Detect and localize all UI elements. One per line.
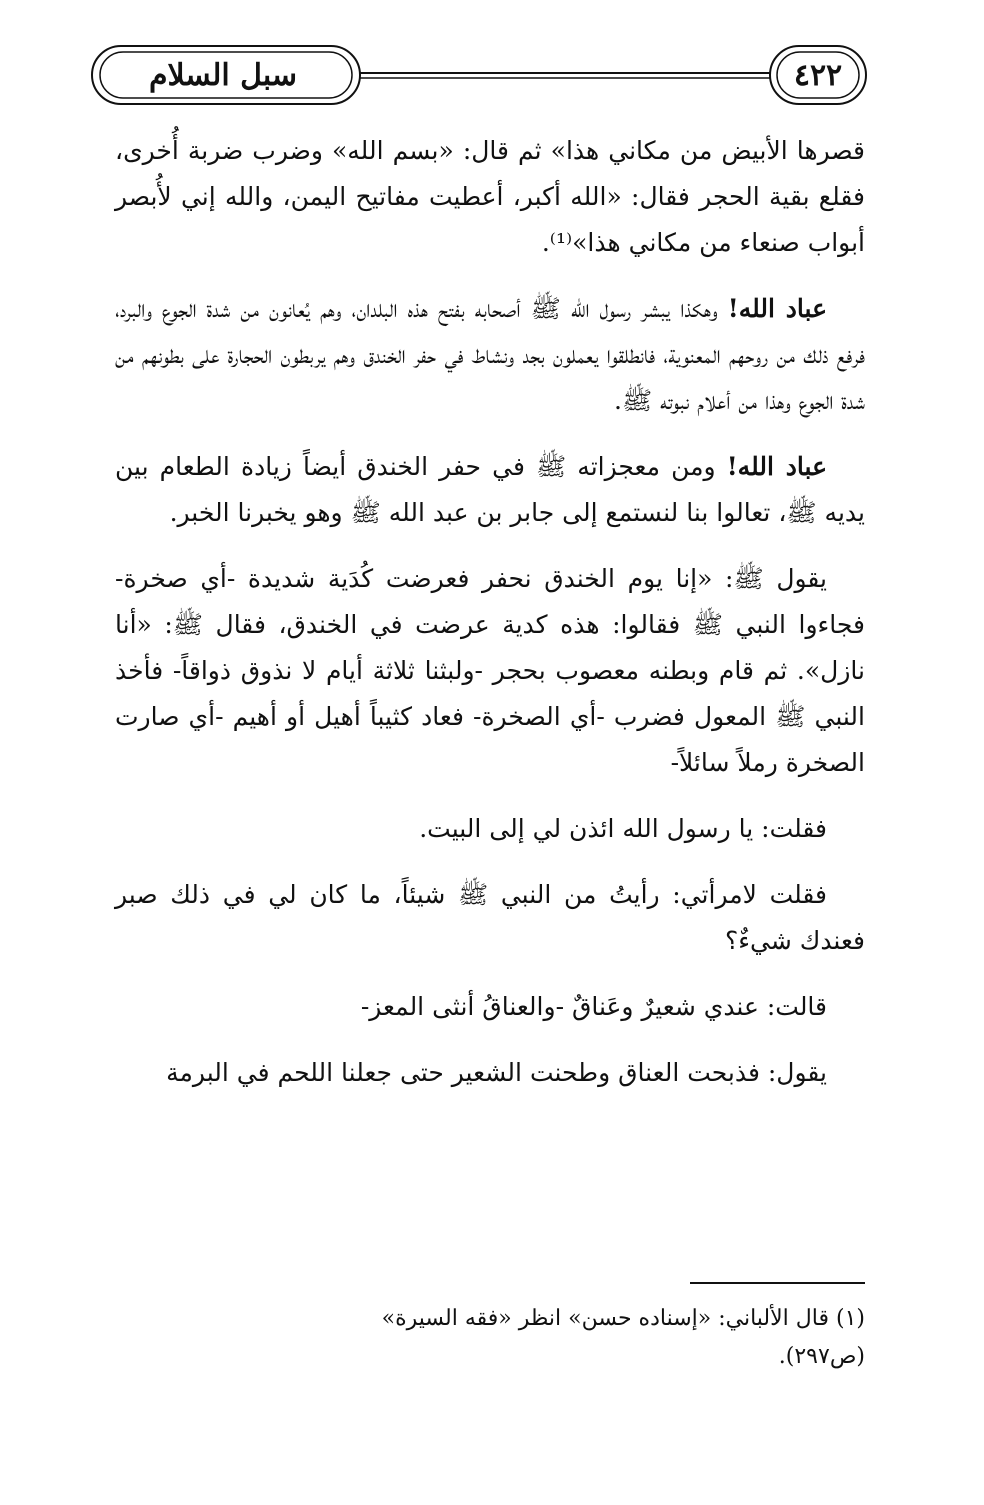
footnote: (١) قال الألباني: «إسناده حسن» انظر «فقه السيرة» (ص٢٩٧).	[381, 1306, 865, 1369]
paragraph	[115, 806, 865, 852]
paragraph	[115, 128, 865, 266]
page-header	[0, 0, 984, 120]
paragraph	[115, 1050, 865, 1096]
paragraph-text: يقول: فذبحت العناق وطحنت الشعير حتى جعلنا اللحم في البرمة	[166, 1058, 827, 1087]
paragraph-text: ومن معجزاته ﷺ في حفر الخندق أيضاً زيادة الطعام بين يديه ﷺ، تعالوا بنا لنستمع إلى جابر بن عبد الله ﷺ وهو يخبرنا الخبر.	[115, 452, 865, 527]
paragraph-text: قالت: عندي شعيرٌ وعَناقٌ -والعناقُ أنثى المعز-	[360, 992, 827, 1021]
paragraph	[115, 984, 865, 1030]
paragraph	[115, 444, 865, 536]
footnote-separator	[690, 1282, 865, 1284]
paragraph	[115, 556, 865, 786]
page-number: ٤٢٢	[793, 58, 843, 93]
paragraph-text: قصرها الأبيض من مكاني هذا» ثم قال: «بسم الله» وضرب ضربة أُخرى، فقلع بقية الحجر فقال: «الله أكبر، أعطيت مفاتيح اليمن، والله إني لأُبصر أبواب صنعاء من مكاني هذا»⁽¹⁾.	[115, 136, 865, 257]
paragraph-text: يقول ﷺ: «إنا يوم الخندق نحفر فعرضت كُدَية شديدة -أي صخرة- فجاءوا النبي ﷺ فقالوا: هذه كدية عرضت في الخندق، فقال ﷺ: «أنا نازل». ثم قام وبطنه معصوب بحجر -ولبثنا ثلاثة أيام لا نذوق ذواقاً- فأخذ النبي ﷺ المعول فضرب -أي الصخرة- فعاد كثيباً أهيل أو أهيم -أي صارت الصخرة رملاً سائلاً-	[115, 564, 865, 777]
paragraph-lead: عباد الله!	[727, 294, 827, 323]
page-body	[115, 128, 865, 1116]
book-title: سبل السلام	[148, 58, 298, 93]
paragraph	[115, 286, 865, 424]
paragraph-text: وهكذا يبشر رسول الله ﷺ أصحابه بفتح هذه البلدان، وهم يُعانون من شدة الجوع والبرد، فرفع ذلك من روحهم المعنوية، فانطلقوا يعملون بجد ونشاط في حفر الخندق وهم يربطون الحجارة على بطونهم من شدة الجوع وهذا من أعلام نبوته ﷺ.	[115, 294, 865, 415]
paragraph-lead: عباد الله!	[726, 452, 827, 481]
paragraph-text: فقلت لامرأتي: رأيتُ من النبي ﷺ شيئاً، ما كان لي في ذلك صبر فعندك شيءٌ؟	[115, 880, 865, 955]
paragraph	[115, 872, 865, 964]
paragraph-text: فقلت: يا رسول الله ائذن لي إلى البيت.	[419, 814, 827, 843]
